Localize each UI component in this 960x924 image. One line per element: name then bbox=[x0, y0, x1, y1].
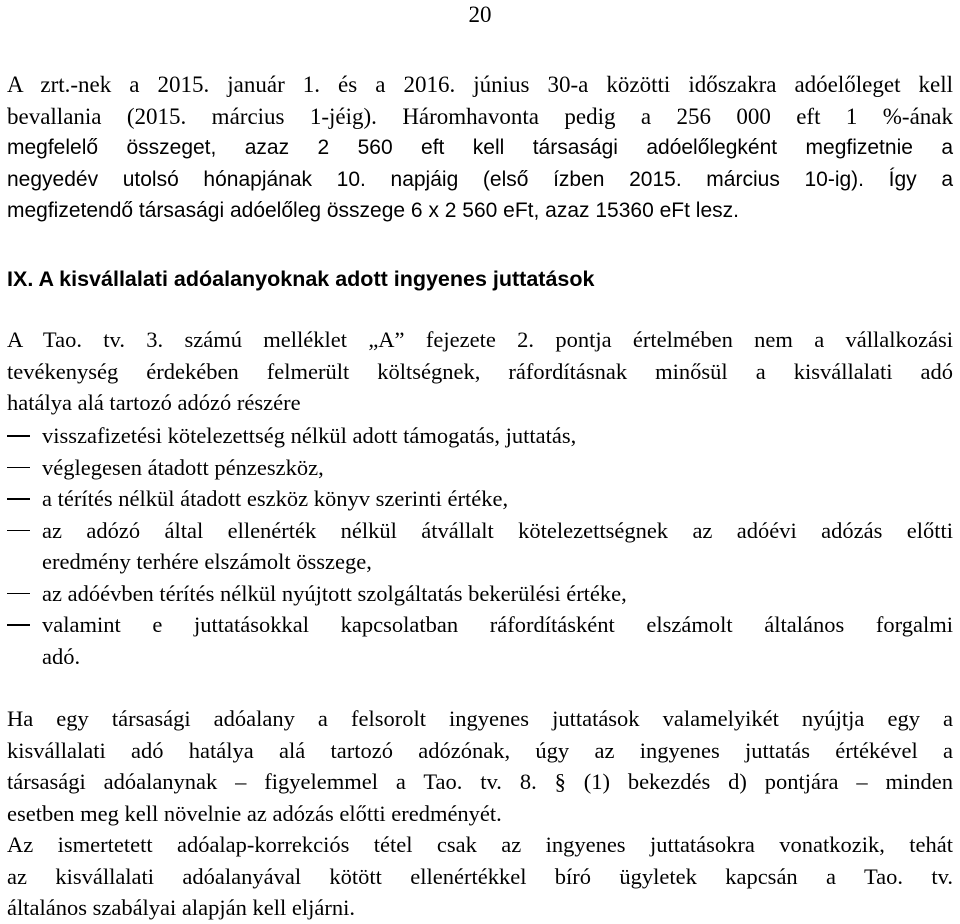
paragraph-3-line: kisvállalati adó hatálya alá tartozó adózónak, úgy az ingyenes juttatás értékével a bbox=[7, 737, 953, 763]
paragraph-1-line: bevallania (2015. március 1-jéig). Háromhavonta pedig a 256 000 eft 1 %-ának bbox=[7, 103, 953, 129]
paragraph-2 bbox=[7, 324, 953, 419]
paragraph-3-line: társasági adóalanynak – figyelemmel a Tao. tv. 8. § (1) bekezdés d) pontjára – minden bbox=[7, 769, 953, 794]
dash-bullet bbox=[7, 624, 30, 626]
dash-bullet bbox=[7, 467, 30, 469]
list-item-text: az adózó által ellenérték nélkül átvállalt kötelezettségnek az adóévi adózás előtti bbox=[42, 517, 953, 543]
dash-bullet bbox=[7, 435, 30, 437]
bullet-list bbox=[7, 420, 953, 672]
list-item bbox=[7, 578, 953, 610]
dash-bullet bbox=[7, 530, 30, 532]
list-item bbox=[7, 420, 953, 452]
list-item-text: visszafizetési kötelezettség nélkül adott támogatás, juttatás, bbox=[42, 423, 577, 448]
list-item bbox=[7, 515, 953, 547]
section-heading: IX. A kisvállalati adóalanyoknak adott ingyenes juttatások bbox=[7, 267, 595, 291]
list-item bbox=[7, 483, 953, 515]
list-item bbox=[7, 452, 953, 484]
paragraph-3-line: Ha egy társasági adóalany a felsorolt ingyenes juttatások valamelyikét nyújtja egy a bbox=[7, 706, 953, 731]
paragraph-3-line: esetben meg kell növelnie az adózás előtti eredményét. bbox=[7, 800, 502, 826]
paragraph-4-line: az kisvállalati adóalanyával kötött ellenértékkel bíró ügyletek kapcsán a Tao. tv. bbox=[7, 863, 953, 889]
paragraph-3 bbox=[7, 703, 953, 829]
page-number: 20 bbox=[468, 2, 492, 27]
paragraph-1-line: megfelelő összeget, azaz 2 560 eft kell társasági adóelőlegként megfizetnie a bbox=[7, 136, 953, 159]
paragraph-4-line: Az ismertetett adóalap-korrekciós tétel csak az ingyenes juttatásokra vonatkozik, tehát bbox=[7, 832, 953, 857]
paragraph-2-line: hatálya alá tartozó adózó részére bbox=[7, 390, 301, 415]
paragraph-1-line: A zrt.-nek a 2015. január 1. és a 2016. június 30-a közötti időszakra adóelőleget kell bbox=[7, 72, 953, 97]
dash-bullet bbox=[7, 593, 30, 595]
paragraph-1-line: negyedév utolsó hónapjának 10. napjáig (első ízben 2015. március 10-ig). Így a bbox=[7, 167, 953, 191]
list-item-continuation: adó. bbox=[42, 643, 81, 669]
paragraph-1-line: megfizetendő társasági adóelőleg összege 6 x 2 560 eFt, azaz 15360 eFt lesz. bbox=[7, 199, 739, 222]
list-item-continuation: eredmény terhére elszámolt összege, bbox=[42, 549, 372, 574]
list-item-text: a térítés nélkül átadott eszköz könyv szerinti értéke, bbox=[42, 486, 509, 511]
dash-bullet bbox=[7, 498, 30, 500]
list-item-text: valamint e juttatásokkal kapcsolatban ráfordításként elszámolt általános forgalmi bbox=[42, 612, 953, 637]
list-item bbox=[7, 609, 953, 641]
paragraph-2-line: tevékenység érdekében felmerült költségnek, ráfordításnak minősül a kisvállalati adó bbox=[7, 358, 953, 384]
paragraph-2-line: A Tao. tv. 3. számú melléklet „A” fejezete 2. pontja értelmében nem a vállalkozási bbox=[7, 327, 953, 352]
paragraph-4-line: általános szabályai alapján kell eljárni. bbox=[7, 895, 355, 920]
list-item-text: véglegesen átadott pénzeszköz, bbox=[42, 454, 324, 480]
paragraph-1 bbox=[7, 69, 953, 227]
list-item-text: az adóévben térítés nélkül nyújtott szolgáltatás bekerülési értéke, bbox=[42, 580, 627, 606]
paragraph-4 bbox=[7, 829, 953, 924]
